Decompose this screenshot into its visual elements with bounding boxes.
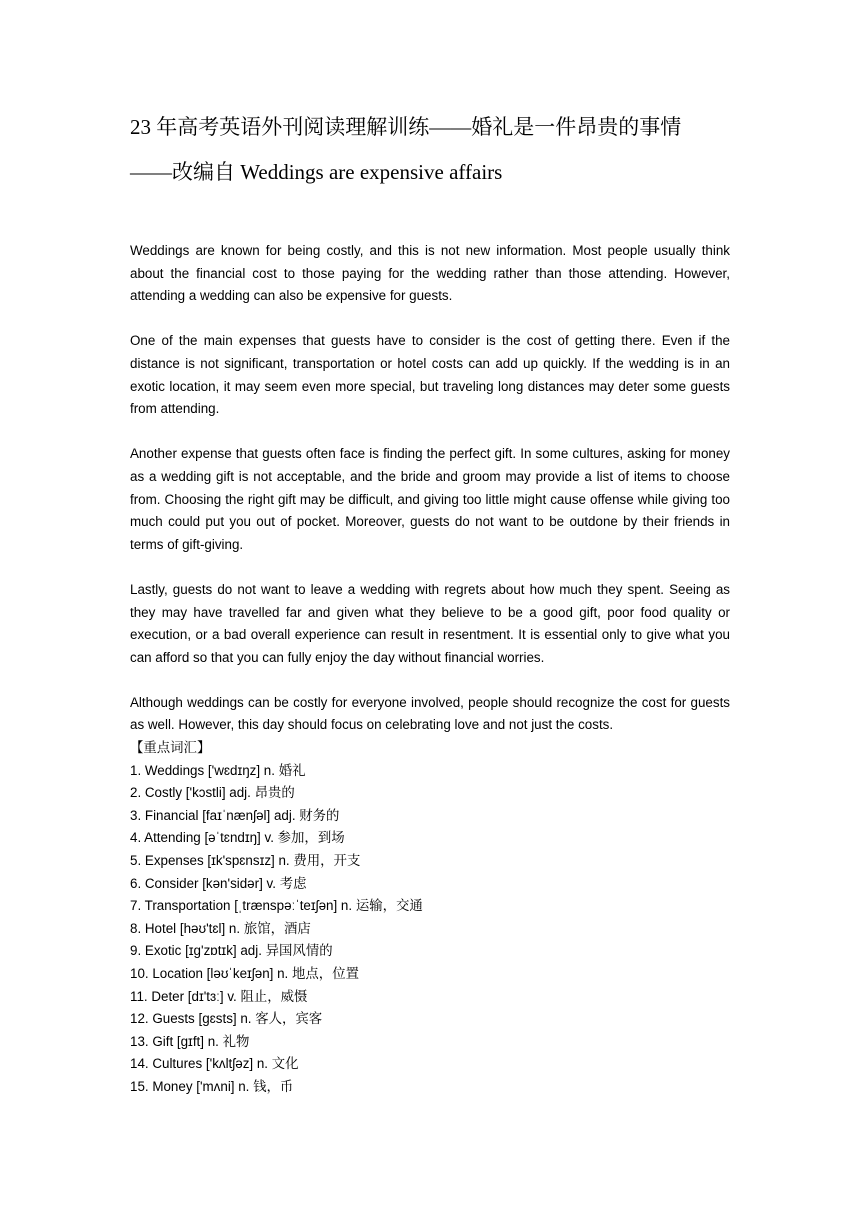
vocab-term: 6. Consider [kən'sidər] v. (130, 875, 276, 891)
vocab-term: 5. Expenses [ɪk'spɛnsɪz] n. (130, 853, 290, 869)
vocab-term: 2. Costly ['kɔstli] adj. (130, 785, 251, 801)
vocab-meaning: 参加，到场 (277, 830, 345, 846)
paragraph: Lastly, guests do not want to leave a wedding with regrets about how much they spent. Seeing as they may have travelled far and given what they believe to be a good gift, poor food quality or execution, or a bad overall experience can result in resentment. It is essential only to give what you can afford so that you can fully enjoy the day without financial worries. (130, 581, 730, 665)
vocab-meaning: 阻止，威慑 (240, 988, 308, 1004)
vocab-meaning: 钱，币 (253, 1078, 294, 1094)
vocab-meaning: 考虑 (279, 875, 307, 891)
vocab-meaning: 文化 (271, 1056, 299, 1072)
title-line-2: ——改编自 Weddings are expensive affairs (130, 160, 503, 184)
vocab-item (130, 1031, 730, 1054)
vocab-meaning: 昂贵的 (254, 785, 295, 801)
vocab-item (130, 986, 730, 1009)
vocab-meaning: 礼物 (222, 1033, 250, 1049)
vocab-item (130, 963, 730, 986)
vocab-meaning: 异国风情的 (265, 943, 333, 959)
vocab-term: 4. Attending [əˈtɛndɪŋ] v. (130, 830, 274, 846)
vocab-meaning: 财务的 (299, 807, 340, 823)
title-line-1: 23 年高考英语外刊阅读理解训练——婚礼是一件昂贵的事情 (130, 115, 682, 139)
vocab-meaning: 费用，开支 (293, 853, 361, 869)
vocab-term: 10. Location [ləʊˈkeɪʃən] n. (130, 966, 289, 981)
paragraph: Another expense that guests often face is finding the perfect gift. In some cultures, asking for money as a wedding gift is not acceptable, and the bride and groom may provide a list of items to choose from. Choosing the right gift may be difficult, and giving too little might cause offense while giving too much could put you out of pocket. Moreover, guests do not want to be outdone by their friends in terms of gift-giving. (130, 446, 730, 552)
vocab-meaning: 地点，位置 (292, 966, 359, 981)
vocab-term: 13. Gift [gɪft] n. (130, 1033, 219, 1049)
vocab-item (130, 805, 730, 828)
vocab-term: 12. Guests [gɛsts] n. (130, 1011, 252, 1027)
vocab-meaning: 旅馆，酒店 (243, 920, 311, 936)
vocab-term: 15. Money ['mʌni] n. (130, 1078, 250, 1094)
paragraph: Although weddings can be costly for everyone involved, people should recognize the cost for guests as well. However, this day should focus on celebrating love and not just the costs. (130, 694, 730, 733)
vocab-term: 8. Hotel [həʊ'tɛl] n. (130, 920, 241, 936)
vocab-item (130, 850, 730, 873)
vocab-meaning: 婚礼 (278, 762, 306, 778)
vocab-item (130, 782, 730, 805)
vocab-term: 14. Cultures ['kʌltʃəz] n. (130, 1056, 269, 1072)
vocab-item (130, 873, 730, 896)
vocab-item (130, 1008, 730, 1031)
vocab-list (130, 760, 730, 1099)
vocab-item (130, 918, 730, 941)
vocab-item (130, 940, 730, 963)
vocab-meaning: 客人，宾客 (255, 1011, 323, 1027)
vocab-term: 1. Weddings ['wɛdɪŋz] n. (130, 762, 275, 778)
vocab-heading: 【重点词汇】 (130, 740, 211, 756)
vocab-term: 7. Transportation [ˌtrænspəːˈteɪʃən] n. (130, 898, 353, 914)
vocab-item (130, 1053, 730, 1076)
vocab-term: 9. Exotic [ɪg'zɒtɪk] adj. (130, 943, 262, 959)
vocab-item (130, 895, 730, 918)
vocab-term: 3. Financial [faɪˈnænʃəl] adj. (130, 807, 296, 823)
article-body (130, 240, 730, 1099)
vocab-item (130, 827, 730, 850)
vocab-meaning: 运输，交通 (355, 898, 423, 914)
paragraph: One of the main expenses that guests have to consider is the cost of getting there. Even if the distance is not significant, transportation or hotel costs can add up quickly. If the wedding is in an exotic location, it may seem even more special, but traveling long distances may deter some guests from attending. (130, 333, 730, 417)
vocab-item (130, 760, 730, 783)
vocab-term: 11. Deter [dɪ'tɜː] v. (130, 988, 237, 1004)
vocab-item (130, 1076, 730, 1099)
paragraph: Weddings are known for being costly, and this is not new information. Most people usually think about the financial cost to those paying for the wedding rather than those attending. However, attending a wedding can also be expensive for guests. (130, 243, 730, 304)
